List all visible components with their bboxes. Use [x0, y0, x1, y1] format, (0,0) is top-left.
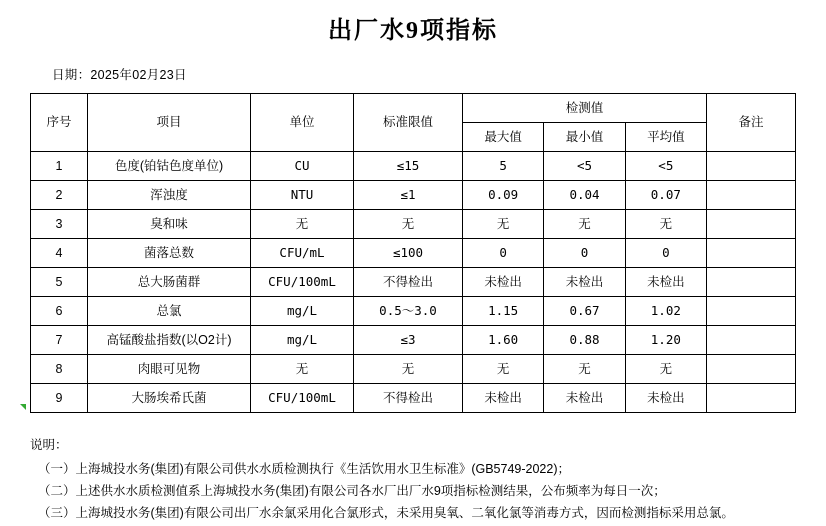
- cell-item: 肉眼可见物: [88, 355, 251, 384]
- cell-index: 7: [31, 326, 88, 355]
- cell-max: 未检出: [463, 268, 544, 297]
- cell-limit: 无: [354, 355, 463, 384]
- table-row: [31, 268, 796, 297]
- cell-index: 1: [31, 152, 88, 181]
- table-header-row-1: [31, 94, 796, 123]
- cell-index: 5: [31, 268, 88, 297]
- cell-limit: 不得检出: [354, 268, 463, 297]
- cell-note: [707, 239, 796, 268]
- table-row: [31, 239, 796, 268]
- cell-unit: CFU/mL: [251, 239, 354, 268]
- header-limit: 标准限值: [354, 94, 463, 152]
- cell-max: 1.60: [463, 326, 544, 355]
- cell-note: [707, 181, 796, 210]
- cell-note: [707, 355, 796, 384]
- table-row: [31, 355, 796, 384]
- header-index: 序号: [31, 94, 88, 152]
- cell-note: [707, 152, 796, 181]
- cell-min: 0.67: [544, 297, 625, 326]
- water-quality-table: [30, 93, 796, 413]
- cell-note: [707, 297, 796, 326]
- cell-limit: ≤3: [354, 326, 463, 355]
- cell-min: 0: [544, 239, 625, 268]
- cell-index: 3: [31, 210, 88, 239]
- cell-max: 0.09: [463, 181, 544, 210]
- table-row: [31, 326, 796, 355]
- cell-item: 高锰酸盐指数(以O2计): [88, 326, 251, 355]
- report-date: 日期：2025年02月23日: [52, 68, 187, 82]
- cell-limit: ≤100: [354, 239, 463, 268]
- header-unit: 单位: [251, 94, 354, 152]
- cell-index: 4: [31, 239, 88, 268]
- cell-index: 2: [31, 181, 88, 210]
- header-avg: 平均值: [625, 123, 706, 152]
- cell-unit: 无: [251, 210, 354, 239]
- cell-avg: 1.02: [625, 297, 706, 326]
- table-row: [31, 152, 796, 181]
- cell-item: 色度(铂钴色度单位): [88, 152, 251, 181]
- cell-min: <5: [544, 152, 625, 181]
- cell-unit: 无: [251, 355, 354, 384]
- cell-item: 大肠埃希氏菌: [88, 384, 251, 413]
- cell-min: 0.88: [544, 326, 625, 355]
- cell-max: 无: [463, 210, 544, 239]
- cell-note: [707, 268, 796, 297]
- cell-avg: 1.20: [625, 326, 706, 355]
- comment-marker-icon: [20, 404, 26, 410]
- table-row: [31, 297, 796, 326]
- note-item: （二）上述供水水质检测值系上海城投水务(集团)有限公司各水厂出厂水9项指标检测结果，公布频率为每日一次；: [38, 483, 666, 498]
- header-max: 最大值: [463, 123, 544, 152]
- cell-index: 9: [31, 384, 88, 413]
- cell-index: 6: [31, 297, 88, 326]
- table-row: [31, 210, 796, 239]
- note-item: （三）上海城投水务(集团)有限公司出厂水余氯采用化合氯形式，未采用臭氧、二氧化氯等消毒方式，因而检测指标采用总氯。: [38, 505, 734, 520]
- table-row: [31, 384, 796, 413]
- cell-index: 8: [31, 355, 88, 384]
- cell-avg: 无: [625, 210, 706, 239]
- cell-unit: CFU/100mL: [251, 268, 354, 297]
- note-item: （一）上海城投水务(集团)有限公司供水水质检测执行《生活饮用水卫生标准》(GB5749-2022)；: [38, 461, 570, 476]
- cell-unit: CU: [251, 152, 354, 181]
- cell-max: 无: [463, 355, 544, 384]
- cell-min: 无: [544, 210, 625, 239]
- cell-min: 未检出: [544, 384, 625, 413]
- cell-unit: NTU: [251, 181, 354, 210]
- header-min: 最小值: [544, 123, 625, 152]
- cell-avg: 0: [625, 239, 706, 268]
- cell-limit: ≤15: [354, 152, 463, 181]
- cell-note: [707, 326, 796, 355]
- cell-min: 0.04: [544, 181, 625, 210]
- cell-max: 未检出: [463, 384, 544, 413]
- cell-max: 5: [463, 152, 544, 181]
- cell-max: 0: [463, 239, 544, 268]
- cell-limit: 不得检出: [354, 384, 463, 413]
- cell-limit: 0.5～3.0: [354, 297, 463, 326]
- cell-note: [707, 384, 796, 413]
- header-note: 备注: [707, 94, 796, 152]
- table-row: [31, 181, 796, 210]
- cell-item: 浑浊度: [88, 181, 251, 210]
- cell-unit: mg/L: [251, 326, 354, 355]
- cell-item: 菌落总数: [88, 239, 251, 268]
- cell-unit: mg/L: [251, 297, 354, 326]
- cell-avg: 无: [625, 355, 706, 384]
- cell-avg: 未检出: [625, 268, 706, 297]
- cell-avg: <5: [625, 152, 706, 181]
- cell-item: 总氯: [88, 297, 251, 326]
- page-title: 出厂水9项指标: [328, 18, 498, 44]
- cell-max: 1.15: [463, 297, 544, 326]
- header-item: 项目: [88, 94, 251, 152]
- notes-section: [30, 435, 826, 525]
- cell-min: 未检出: [544, 268, 625, 297]
- notes-heading: 说明：: [30, 438, 68, 452]
- cell-note: [707, 210, 796, 239]
- cell-item: 臭和味: [88, 210, 251, 239]
- cell-limit: ≤1: [354, 181, 463, 210]
- cell-avg: 未检出: [625, 384, 706, 413]
- cell-limit: 无: [354, 210, 463, 239]
- cell-min: 无: [544, 355, 625, 384]
- header-detect-group: 检测值: [463, 94, 707, 123]
- cell-avg: 0.07: [625, 181, 706, 210]
- cell-unit: CFU/100mL: [251, 384, 354, 413]
- cell-item: 总大肠菌群: [88, 268, 251, 297]
